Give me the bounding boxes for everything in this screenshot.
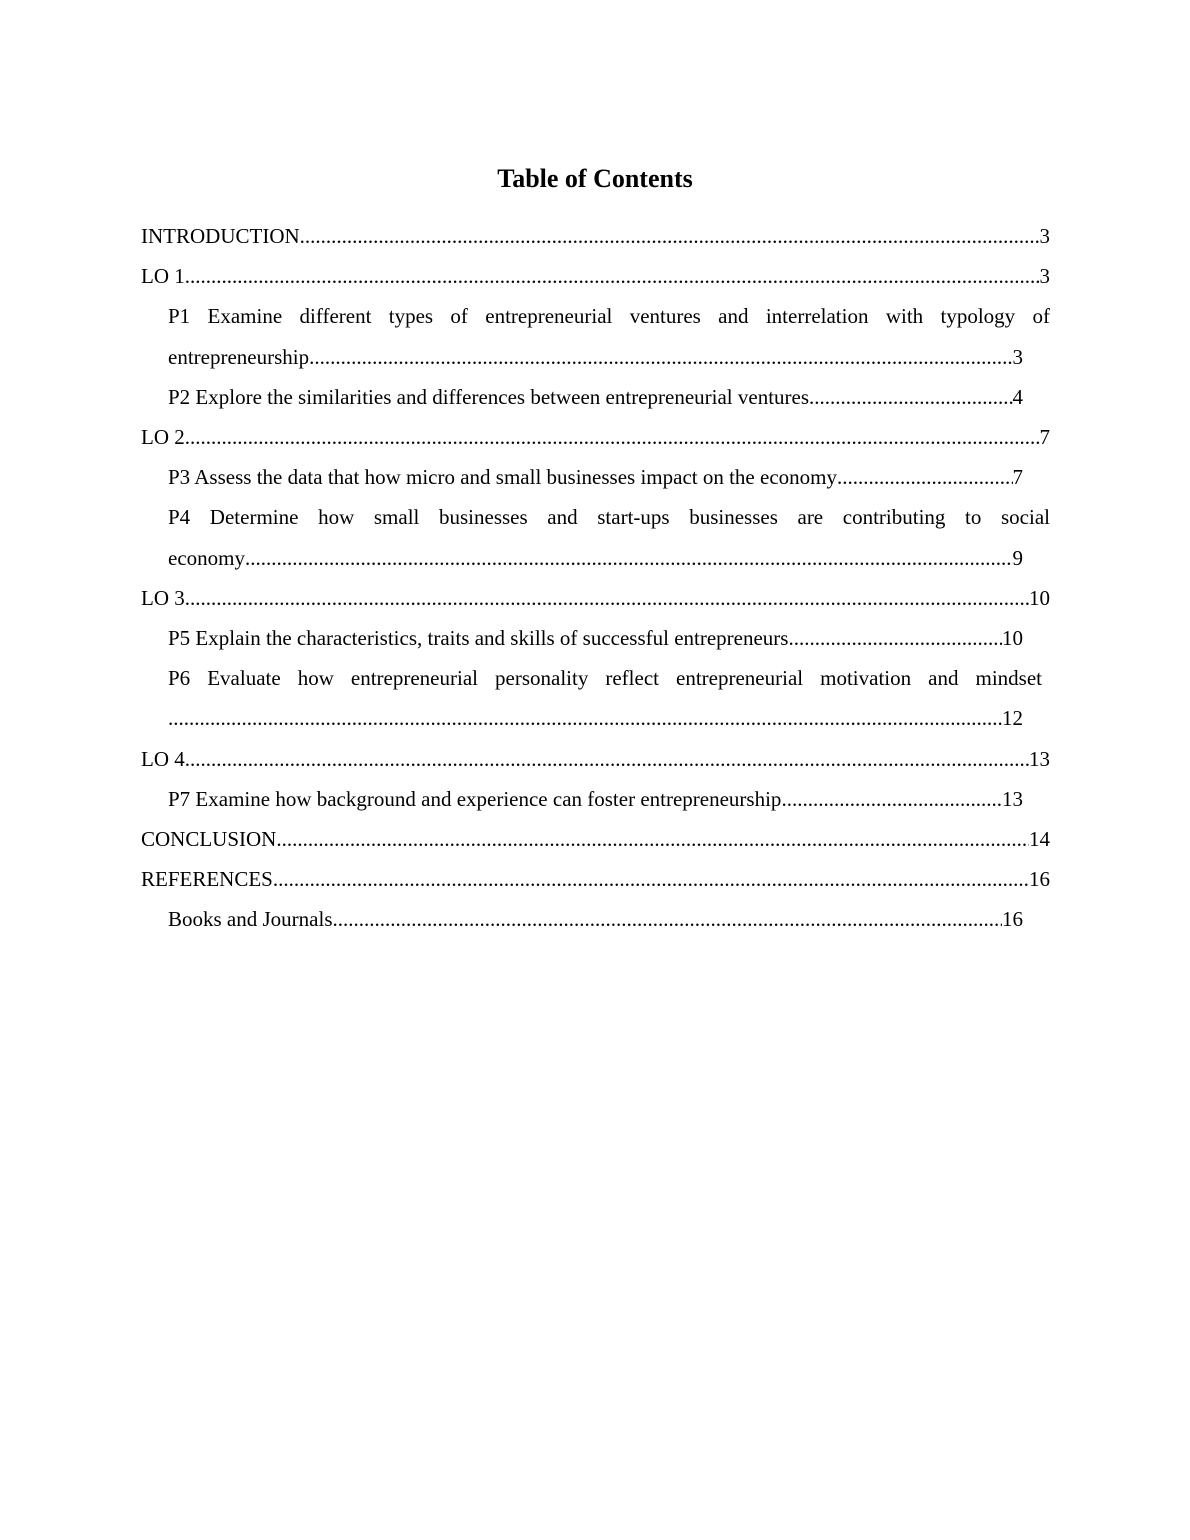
dot-leader bbox=[781, 779, 1002, 819]
toc-entry-text-line1: P6 Evaluate how entrepreneurial personality reflect entrepreneurial motivation and mindset bbox=[168, 666, 1042, 691]
toc-entry-text: P3 Assess the data that how micro and small businesses impact on the economy bbox=[168, 465, 837, 490]
toc-page-number: 10 bbox=[1002, 626, 1023, 651]
toc-entry-conclusion[interactable] bbox=[141, 819, 1050, 859]
toc-page-number: 7 bbox=[1012, 465, 1023, 490]
toc-entry-text: INTRODUCTION bbox=[141, 224, 300, 248]
toc-entry-text: REFERENCES bbox=[141, 867, 273, 892]
toc-entry-text: LO 1 bbox=[141, 264, 185, 289]
toc-entry-text-line2: entrepreneurship bbox=[168, 344, 310, 369]
toc-entry-p7[interactable] bbox=[168, 779, 1023, 819]
dot-leader bbox=[168, 698, 1002, 738]
toc-entry-p1[interactable] bbox=[141, 296, 1050, 376]
toc-entry-text: LO 2 bbox=[141, 425, 185, 450]
toc-entry-text-line1: P4 Determine how small businesses and start-ups businesses are contributing to social bbox=[168, 505, 1050, 530]
toc-entry-lo3[interactable] bbox=[141, 578, 1050, 618]
toc-entry-text: P2 Explore the similarities and differences between entrepreneurial ventures bbox=[168, 384, 810, 409]
toc-entry-text: Books and Journals bbox=[168, 907, 333, 932]
toc-entry-introduction[interactable] bbox=[141, 216, 1050, 256]
dot-leader bbox=[309, 337, 1012, 377]
toc-entry-text: P7 Examine how background and experience can foster entrepreneurship bbox=[168, 786, 782, 811]
toc-entry-books-and-journals[interactable] bbox=[168, 899, 1023, 939]
toc-entry-lo4[interactable] bbox=[141, 739, 1050, 779]
toc-entry-text: P5 Explain the characteristics, traits and skills of successful entrepreneurs bbox=[168, 626, 789, 651]
toc-page-number: 10 bbox=[1029, 585, 1050, 610]
toc-entry-references[interactable] bbox=[141, 859, 1050, 899]
toc-entry-lo2[interactable] bbox=[141, 417, 1050, 457]
toc-page-number: 3 bbox=[1039, 264, 1050, 289]
dot-leader bbox=[333, 899, 1003, 939]
toc-entry-text: CONCLUSION bbox=[141, 827, 277, 852]
toc-entry-text: LO 4 bbox=[141, 746, 185, 771]
toc-entry-p6[interactable] bbox=[141, 658, 1050, 738]
toc-entry-text: LO 3 bbox=[141, 585, 185, 610]
dot-leader bbox=[273, 859, 1029, 899]
toc-page-number: 7 bbox=[1039, 425, 1050, 450]
toc-page-number: 4 bbox=[1012, 384, 1023, 409]
toc-page-number: 13 bbox=[1029, 746, 1050, 771]
dot-leader bbox=[185, 739, 1029, 779]
dot-leader bbox=[245, 538, 1013, 578]
toc-entry-text-line1: P1 Examine different types of entrepreneurial ventures and interrelation with typology of bbox=[168, 304, 1050, 329]
toc-page-number: 14 bbox=[1029, 827, 1050, 852]
toc-entry-p4[interactable] bbox=[141, 497, 1050, 577]
toc-entry-p5[interactable] bbox=[168, 618, 1023, 658]
toc-page-number: 13 bbox=[1002, 786, 1023, 811]
dot-leader bbox=[185, 417, 1040, 457]
toc-title: Table of Contents bbox=[497, 164, 693, 193]
dot-leader bbox=[809, 377, 1012, 417]
table-of-contents bbox=[141, 216, 1050, 940]
toc-page-number: 3 bbox=[1039, 224, 1050, 248]
dot-leader bbox=[276, 819, 1029, 859]
toc-page-number: 9 bbox=[1012, 545, 1023, 570]
toc-entry-p2[interactable] bbox=[168, 377, 1023, 417]
toc-page-number: 12 bbox=[1002, 706, 1023, 731]
toc-entry-text-line2: economy bbox=[168, 545, 245, 570]
toc-page-number: 16 bbox=[1029, 867, 1050, 892]
dot-leader bbox=[185, 256, 1040, 296]
dot-leader bbox=[837, 457, 1013, 497]
dot-leader bbox=[788, 618, 1002, 658]
toc-page-number: 3 bbox=[1012, 344, 1023, 369]
toc-entry-p3[interactable] bbox=[168, 457, 1023, 497]
toc-entry-lo1[interactable] bbox=[141, 256, 1050, 296]
toc-page-number: 16 bbox=[1002, 907, 1023, 932]
dot-leader bbox=[300, 216, 1040, 256]
dot-leader bbox=[185, 578, 1029, 618]
